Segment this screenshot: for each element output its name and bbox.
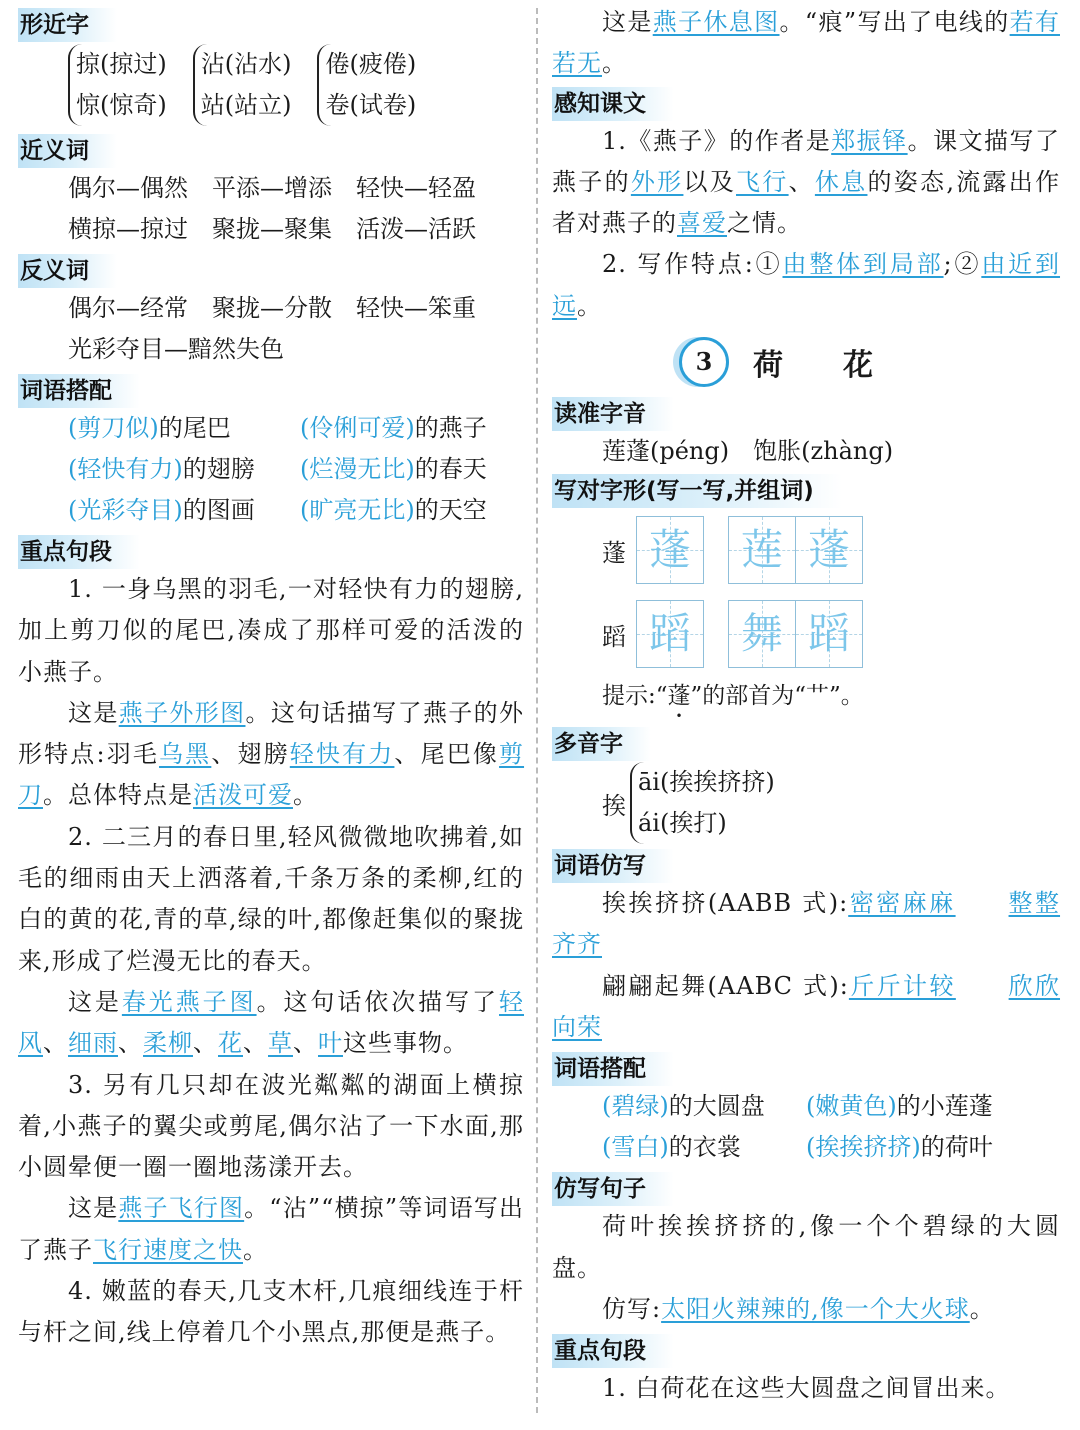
section-title: 词语搭配: [18, 374, 140, 408]
collocation-row: (光彩夺目)的图画 (旷亮无比)的天空: [68, 496, 487, 524]
collocation-row: (雪白)的衣裳 (挨挨挤挤)的荷叶: [602, 1133, 993, 1162]
writing-row: 蹈 蹈 舞 蹈: [552, 592, 1060, 676]
section-title: 近义词: [18, 134, 117, 168]
collocation-row: (碧绿)的大圆盘 (嫩黄色)的小莲蓬: [602, 1092, 993, 1121]
section-dapei2: [552, 1052, 1060, 1168]
section-title: 重点句段: [552, 1334, 674, 1368]
lesson-number: 3: [679, 337, 729, 387]
column-divider: [536, 8, 538, 1413]
section-title: 反义词: [18, 254, 117, 288]
section-zhongdian: [18, 535, 524, 1354]
section-title: 重点句段: [18, 535, 140, 569]
collocation-row: (剪刀似)的尾巴 (伶俐可爱)的燕子: [68, 414, 487, 442]
key-sentence: 2. 二三月的春日里,轻风微微地吹拂着,如毛的细雨由天上洒落着,千条万条的柔柳,红的白的黄的花,青的草,绿的叶,都像赶集似的聚拢来,形成了烂漫无比的春天。: [18, 822, 524, 975]
word-row: 偶尔—经常 聚拢—分散 轻快—笨重: [68, 294, 476, 322]
section-title: 多音字: [552, 727, 651, 761]
section-ganzhi: [552, 87, 1060, 327]
section-duzhun: [552, 397, 1060, 472]
section-dapei: [18, 374, 524, 531]
section-title: 读准字音: [552, 397, 674, 431]
section-fanyi: [18, 254, 524, 370]
brace-group: 沾(沾水) 站(站立): [193, 44, 292, 126]
collocation-row: (轻快有力)的翅膀 (烂漫无比)的春天: [68, 455, 487, 483]
section-xiedui: [552, 474, 1060, 723]
writing-grid: 蓬: [636, 516, 704, 584]
section-xingjin: [18, 8, 524, 130]
right-column: [552, 0, 1060, 1409]
writing-row: 蓬 蓬 莲 蓬: [552, 508, 1060, 592]
writing-grid: 舞: [728, 600, 796, 668]
lesson-title: 荷花: [753, 348, 933, 384]
analysis: 这是燕子外形图。这句话描写了燕子的外形特点:羽毛乌黑、翅膀轻快有力、尾巴像剪刀。总体特点是活泼可爱。: [18, 698, 525, 810]
key-sentence: 1. 白荷花在这些大圆盘之间冒出来。: [602, 1374, 1011, 1403]
section-title: 写对字形(写一写,并组词): [552, 474, 842, 508]
section-zhongdian2: [552, 1334, 1060, 1409]
section-title: 词语仿写: [552, 849, 674, 883]
section-jinyi: [18, 134, 524, 250]
section-title: 形近字: [18, 8, 117, 42]
word-row: 光彩夺目—黯然失色: [68, 335, 284, 363]
key-sentence: 4. 嫩蓝的春天,几支木杆,几痕细线连于杆与杆之间,线上停着几个小黑点,那便是燕子。: [18, 1277, 524, 1347]
section-title: 词语搭配: [552, 1052, 674, 1086]
section-fangxie: [552, 849, 1060, 1048]
imitation-line: 挨挨挤挤(AABB 式):密密麻麻 整整齐齐: [552, 889, 1061, 959]
key-sentence: 1. 一身乌黑的羽毛,一对轻快有力的翅膀,加上剪刀似的尾巴,凑成了那样可爱的活泼的小燕子。: [18, 575, 524, 686]
writing-grid: 蹈: [636, 600, 704, 668]
writing-grid: 蓬: [795, 516, 863, 584]
brace-group: 掠(掠过) 惊(惊奇): [68, 44, 167, 126]
analysis: 这是燕子休息图。“痕”写出了电线的若有若无。: [552, 8, 1060, 78]
writing-grid: 蹈: [795, 600, 863, 668]
section-fangju: [552, 1172, 1060, 1330]
imitation-line: 翩翩起舞(AABC 式):斤斤计较 欣欣向荣: [552, 971, 1061, 1041]
brace-group: āi(挨挨挤挤) ái(挨打): [630, 762, 775, 844]
brace-group: 倦(疲倦) 卷(试卷): [317, 44, 416, 126]
paragraph: 2. 写作特点:①由整体到局部;②由近到远。: [552, 250, 1061, 320]
section-title: 仿写句子: [552, 1172, 674, 1206]
lesson-header: [552, 337, 1060, 391]
pinyin-line: 莲蓬(péng) 饱胀(zhàng): [602, 437, 894, 466]
word-row: 偶尔—偶然 平添—增添 轻快—轻盈: [68, 174, 476, 202]
tip: 提示:“蓬”的部首为“艹”。: [602, 683, 864, 710]
word-row: 横掠—掠过 聚拢—聚集 活泼—活跃: [68, 215, 476, 243]
key-sentence: 3. 另有几只却在波光粼粼的湖面上横掠着,小燕子的翼尖或剪尾,偶尔沾了一下水面,那小圆晕便一圈一圈地荡漾开去。: [18, 1070, 524, 1182]
writing-grid: 莲: [728, 516, 796, 584]
imitation-answer: 仿写:太阳火辣辣的,像一个大火球。: [602, 1294, 995, 1323]
analysis: 这是春光燕子图。这句话依次描写了轻风、细雨、柔柳、花、草、叶这些事物。: [18, 987, 524, 1058]
model-sentence: 荷叶挨挨挤挤的,像一个个碧绿的大圆盘。: [552, 1212, 1060, 1282]
section-duoyin: 多音字 挨 āi(挨挨挤挤) ái(挨打): [552, 727, 1060, 845]
paragraph: 1.《燕子》的作者是郑振铎。课文描写了燕子的外形以及飞行、休息的姿态,流露出作者对燕子的喜爱之情。: [552, 126, 1061, 238]
left-column: [18, 0, 524, 1354]
analysis: 这是燕子飞行图。“沾”“横掠”等词语写出了燕子飞行速度之快。: [18, 1194, 525, 1264]
section-title: 感知课文: [552, 87, 674, 121]
